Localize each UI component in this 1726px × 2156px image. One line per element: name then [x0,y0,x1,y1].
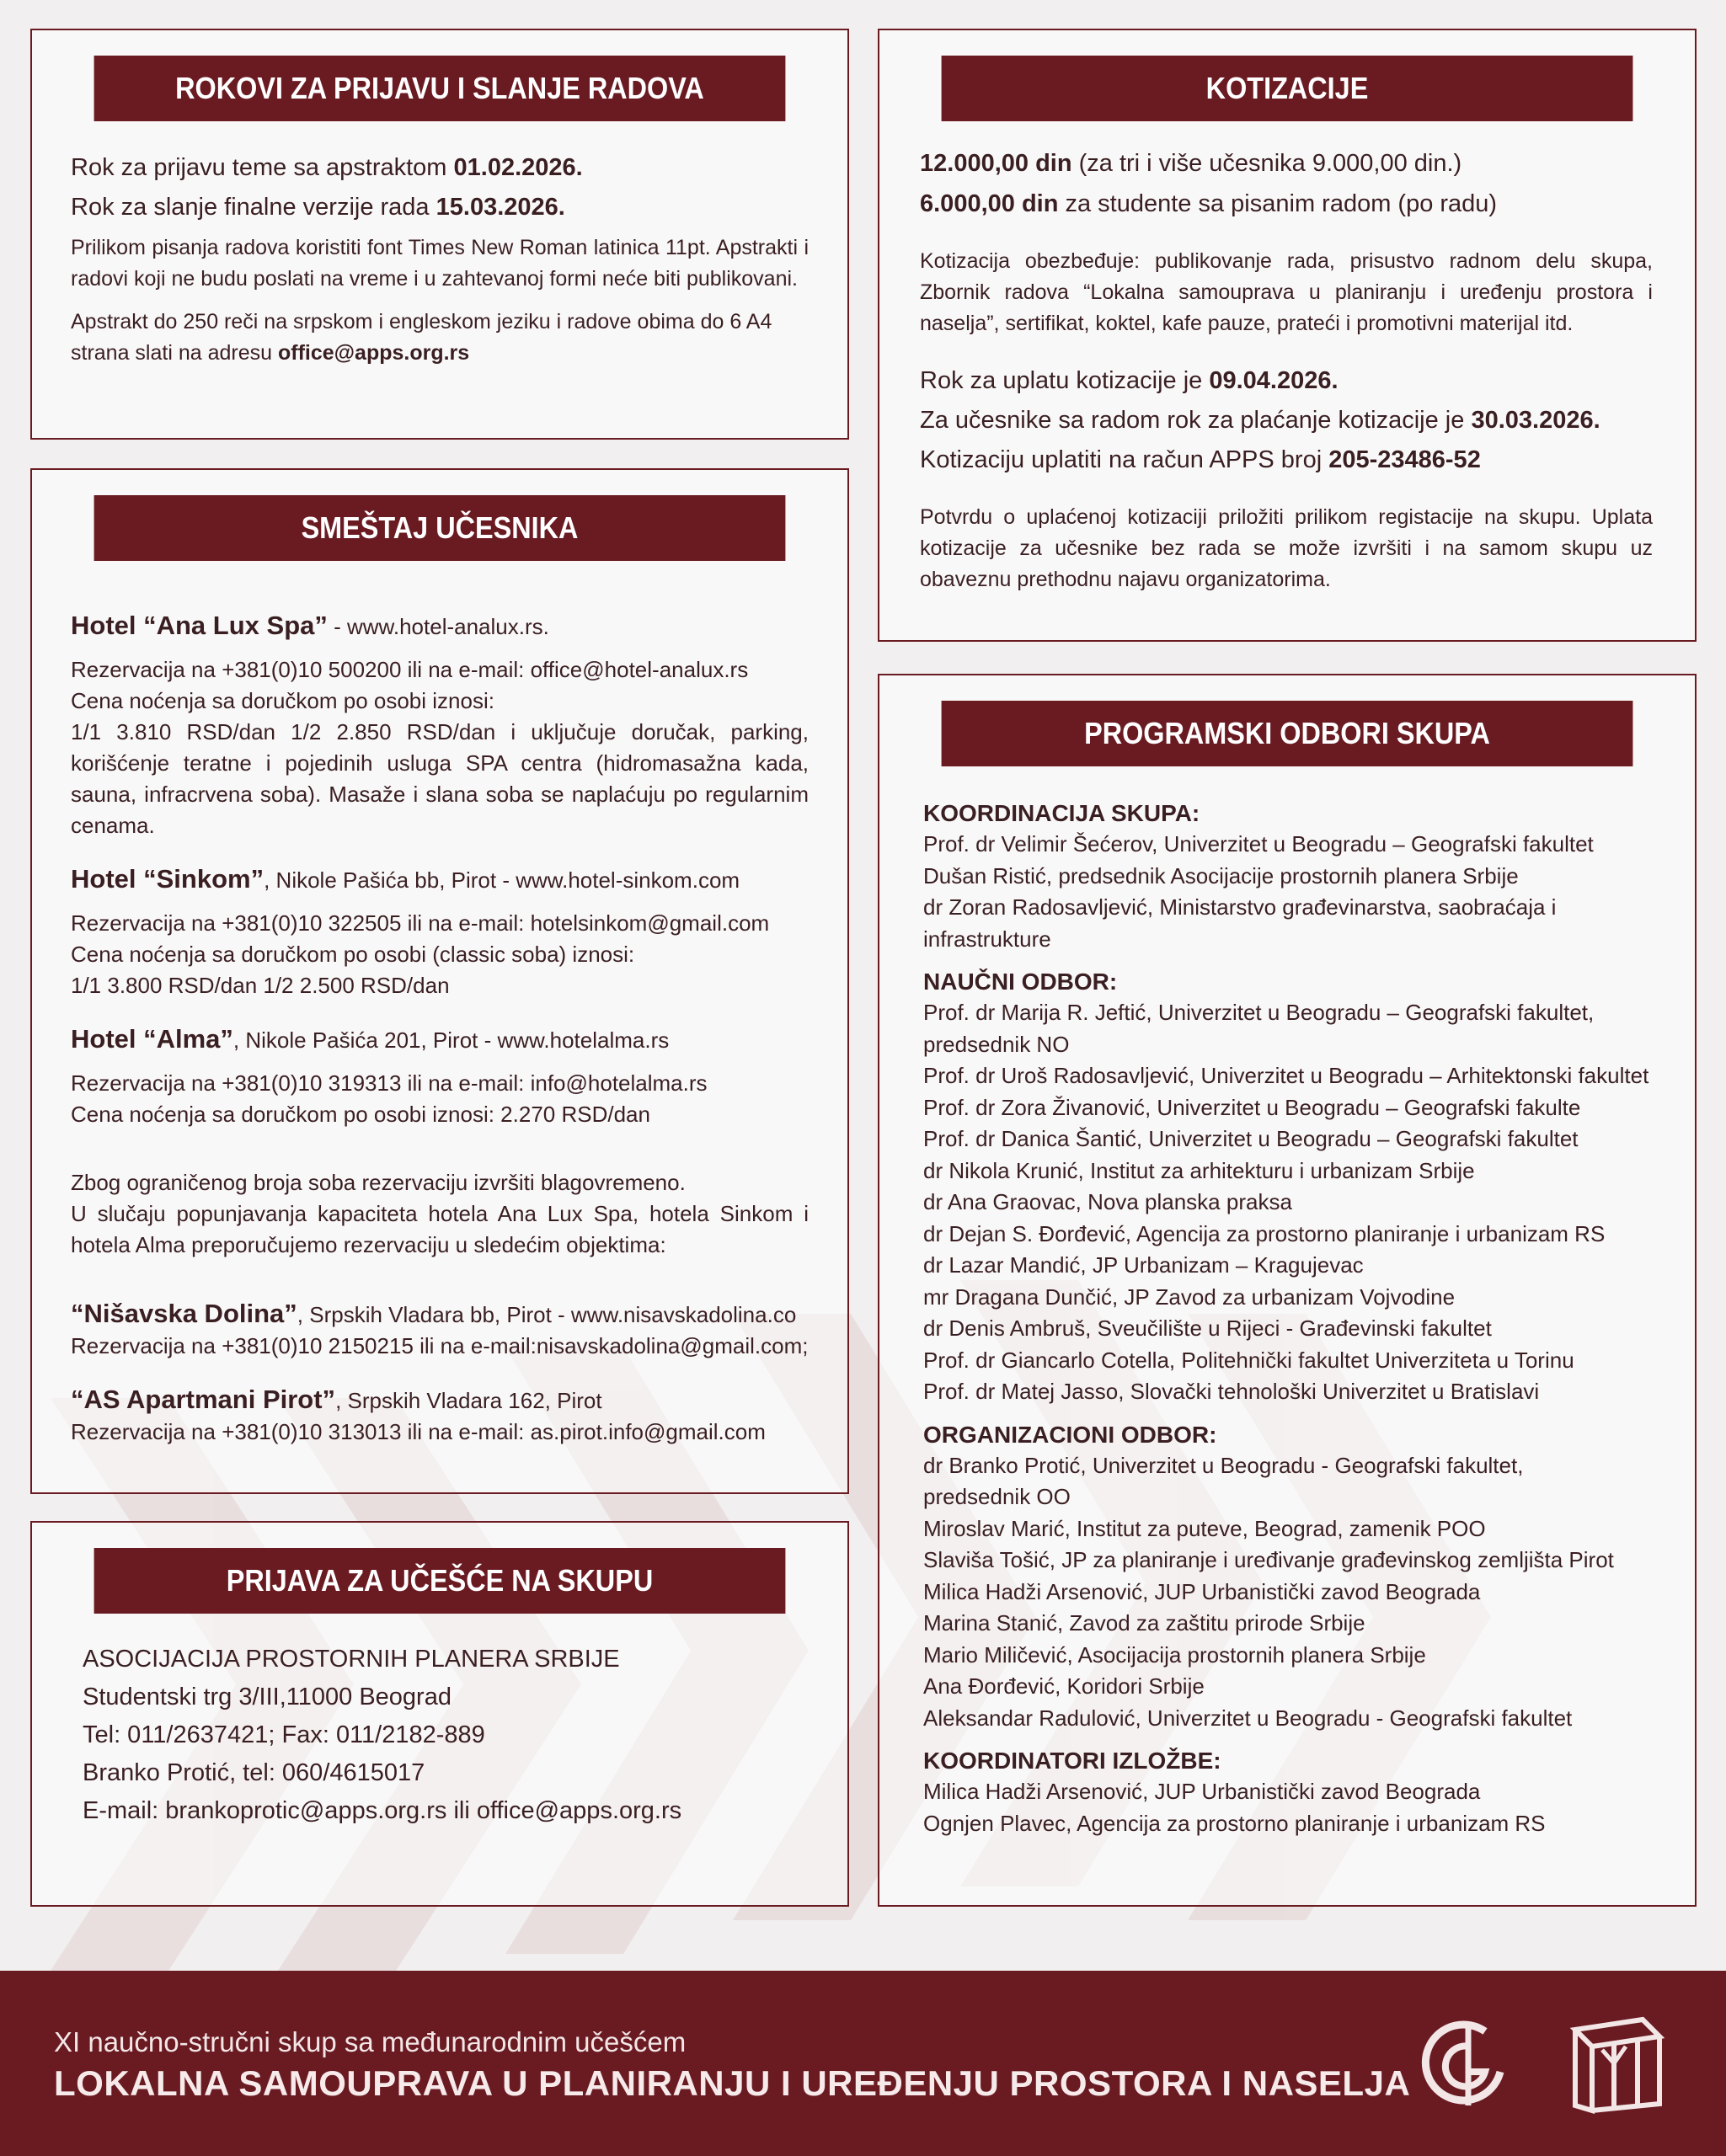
formatting-note: Prilikom pisanja radova koristiti font Times New Roman latinica 11pt. Apstrakti i radovi koji ne budu poslati na vreme i u zahtevanoj formi neće biti publikovani. [71,236,809,291]
hotel-sinkom-address: , Nikole Pašića bb, Pirot - www.hotel-sinkom.com [264,867,740,893]
nisavska-dolina [71,1298,809,1331]
fee-regular [920,143,1653,184]
committee-member: Prof. dr Matej Jasso, Slovački tehnološki Univerzitet u Bratislavi [923,1379,1540,1404]
alternative-booking-note: U slučaju popunjavanja kapaciteta hotela Ana Lux Spa, hotela Sinkom i hotela Alma preporučujemo rezervaciju u sledećim objektima: [71,1201,809,1257]
hotel-ana-lux-price: 1/1 3.810 RSD/dan 1/2 2.850 RSD/dan i uključuje doručak, parking, korišćenje teratne i pojedinih usluga SPA centra (hidromasažna kada, sauna, infracrvena soba). Masaže i slana soba se naplaćuju po regularnim cenama. [71,719,809,838]
committee-member: mr Dragana Dunčić, JP Zavod za urbanizam Vojvodine [923,1283,1456,1310]
committee-member: dr Branko Protić, Univerzitet u Beogradu - Geografski fakultet, [923,1452,1524,1478]
exhibition-coordinators-heading: KOORDINATORI IZLOŽBE: [923,1748,1221,1774]
hotel-alma [71,1023,809,1056]
deadlines-panel [30,29,849,440]
author-payment-deadline-label: Za učesnike sa radom rok za plaćanje kotizacije je [920,407,1472,434]
committee-member: dr Zoran Radosavljević, Ministarstvo građevinarstva, saobraćaja i [923,894,1557,920]
committee-member: Prof. dr Giancarlo Cotella, Politehnički fakultet Univerziteta u Torinu [923,1347,1574,1373]
apps-logo-icon [1558,2013,1666,2114]
registration-email[interactable]: E-mail: brankoprotic@apps.org.rs ili office@apps.org.rs [83,1797,682,1824]
committee-member: Aleksandar Radulović, Univerzitet u Beogradu - Geografski fakultet [923,1705,1573,1731]
committees-content [923,798,1670,1839]
hotel-sinkom [71,863,809,896]
footer-title: LOKALNA SAMOUPRAVA U PLANIRANJU I UREĐENJU PROSTORA I NASELJA [54,2063,1411,2103]
committee-member: predsednik NO [923,1031,1070,1057]
hotel-alma-reservation: Rezervacija na +381(0)10 319313 ili na e-mail: info@hotelalma.rs [71,1070,708,1096]
committee-member: Milica Hadži Arsenović, JUP Urbanistički zavod Beograda [923,1578,1481,1604]
abstract-submission-note [71,307,809,369]
final-deadline [71,188,809,227]
payment-confirmation-note: Potvrdu o uplaćenoj kotizaciji priložiti prilikom registacije na skupu. Uplata kotizacije za učesnike bez rada se može izvršiti i na samom skupu uz obaveznu prethodnu najavu organizatorima. [920,505,1653,591]
author-payment-deadline [920,401,1653,440]
committee-member: Slaviša Tošić, JP za planiranje i uređivanje građevinskog zemljišta Pirot [923,1547,1614,1572]
fee-student [920,184,1653,224]
registration-address: Studentski trg 3/III,11000 Beograd [83,1684,452,1710]
committee-member: dr Denis Ambruš, Sveučilište u Rijeci - Građevinski fakultet [923,1315,1492,1341]
committee-member: predsednik OO [923,1484,1071,1509]
scientific-committee-heading: NAUČNI ODBOR: [923,969,1118,995]
as-apartmani-reservation: Rezervacija na +381(0)10 313013 ili na e-mail: as.pirot.info@gmail.com [71,1419,766,1444]
hotel-ana-lux-address: - www.hotel-analux.rs. [327,614,549,639]
committee-member: Dušan Ristić, predsednik Asocijacije prostornih planera Srbije [923,862,1519,889]
abstract-deadline [71,148,809,188]
hotel-alma-price: Cena noćenja sa doručkom po osobi iznosi: 2.270 RSD/dan [71,1102,650,1127]
as-apartmani [71,1384,809,1417]
committee-member: Prof. dr Danica Šantić, Univerzitet u Beogradu – Geografski fakultet [923,1126,1579,1151]
committee-member: infrastrukture [923,926,1051,952]
committee-member: Prof. dr Marija R. Jeftić, Univerzitet u Beogradu – Geografski fakultet, [923,1000,1595,1025]
footer-banner [0,1971,1726,2156]
fee-regular-amount: 12.000,00 din [920,150,1072,177]
fee-student-amount: 6.000,00 din [920,190,1059,217]
abstract-deadline-label: Rok za prijavu teme sa apstraktom [71,154,454,181]
committees-panel [878,674,1697,1907]
nisavska-dolina-address: , Srpskih Vladara bb, Pirot - www.nisavskadolina.co [297,1302,797,1327]
payment-deadline-date: 09.04.2026. [1209,367,1339,394]
organizing-committee-heading: ORGANIZACIONI ODBOR: [923,1421,1217,1448]
booking-note: Zbog ograničenog broja soba rezervaciju izvršiti blagovremeno. [71,1170,686,1195]
committee-member: Milica Hadži Arsenović, JUP Urbanistički zavod Beograda [923,1779,1481,1804]
fee-student-note: za studente sa pisanim radom (po radu) [1058,190,1498,217]
committee-member: Ana Đorđević, Koridori Srbije [923,1673,1205,1699]
submission-email[interactable]: office@apps.org.rs [277,341,470,365]
committee-member: Prof. dr Uroš Radosavljević, Univerzitet u Beogradu – Arhitektonski fakultet [923,1063,1649,1088]
committees-heading: PROGRAMSKI ODBORI SKUPA [942,701,1633,766]
accommodation-panel [30,468,849,1494]
bank-account-number: 205-23486-52 [1328,446,1481,473]
author-payment-deadline-date: 30.03.2026. [1471,407,1600,434]
committee-member: dr Dejan S. Đorđević, Agencija za prostorno planiranje i urbanizam RS [923,1220,1606,1246]
committee-member: Prof. dr Velimir Šećerov, Univerzitet u Beogradu – Geografski fakultet [923,831,1594,857]
committee-member: dr Ana Graovac, Nova planska praksa [923,1189,1292,1214]
bank-account [920,440,1653,480]
payment-deadline-label: Rok za uplatu kotizacije je [920,367,1210,394]
final-deadline-label: Rok za slanje finalne verzije rada [71,194,436,221]
registration-phone: Tel: 011/2637421; Fax: 011/2182-889 [83,1721,485,1748]
final-deadline-date: 15.03.2026. [436,194,565,221]
footer-subtitle: XI naučno-stručni skup sa međunarodnim učešćem [54,2026,687,2057]
hotel-ana-lux-name: Hotel “Ana Lux Spa” [71,611,328,640]
abstract-submission-text: Apstrakt do 250 reči na srpskom i engleskom jeziku i radove obima do 6 A4 strana slati na adresu [71,310,772,365]
accommodation-content [71,610,809,1448]
fee-includes: Kotizacija obezbeđuje: publikovanje rada, prisustvo radnom delu skupa, Zbornik radova “Lokalna samouprava u planiranju i uređenju prostora i naselja”, sertifikat, koktel, kafe pauze, prateći i promotivni materijal itd. [920,249,1653,335]
registration-panel [30,1521,849,1907]
nisavska-dolina-reservation: Rezervacija na +381(0)10 2150215 ili na e-mail:nisavskadolina@gmail.com; [71,1333,809,1358]
hotel-sinkom-price: 1/1 3.800 RSD/dan 1/2 2.500 RSD/dan [71,973,450,998]
registration-heading: PRIJAVA ZA UČEŠĆE NA SKUPU [94,1548,786,1614]
hotel-ana-lux-reservation: Rezervacija na +381(0)10 500200 ili na e-mail: office@hotel-analux.rs [71,657,749,682]
accommodation-heading: SMEŠTAJ UČESNIKA [94,495,786,561]
hotel-alma-address: , Nikole Pašića 201, Pirot - www.hotelalma.rs [232,1027,670,1053]
deadlines-heading: ROKOVI ZA PRIJAVU I SLANJE RADOVA [94,56,786,121]
as-apartmani-address: , Srpskih Vladara 162, Pirot [335,1388,602,1413]
fees-content [920,143,1653,595]
nisavska-dolina-name: “Nišavska Dolina” [71,1299,297,1328]
committee-member: dr Nikola Krunić, Institut za arhitekturu i urbanizam Srbije [923,1157,1475,1183]
payment-deadline [920,361,1653,401]
committee-member: Miroslav Marić, Institut za puteve, Beograd, zamenik POO [923,1515,1486,1541]
gp-logo-icon [1419,2013,1512,2114]
coordination-heading: KOORDINACIJA SKUPA: [923,800,1200,826]
fees-panel [878,29,1697,642]
fees-heading: KOTIZACIJE [942,56,1633,121]
committee-member: Prof. dr Zora Živanović, Univerzitet u Beogradu – Geografski fakulte [923,1094,1581,1120]
hotel-alma-name: Hotel “Alma” [71,1024,233,1054]
fee-regular-note: (za tri i više učesnika 9.000,00 din.) [1071,150,1462,177]
hotel-ana-lux [71,610,809,643]
hotel-sinkom-price-label: Cena noćenja sa doručkom po osobi (classic soba) iznosi: [71,942,635,967]
committee-member: Marina Stanić, Zavod za zaštitu prirode Srbije [923,1610,1365,1636]
deadlines-content [71,148,809,369]
registration-content [83,1641,809,1830]
registration-contact: Branko Protić, tel: 060/4615017 [83,1759,425,1786]
hotel-sinkom-name: Hotel “Sinkom” [71,864,265,894]
abstract-deadline-date: 01.02.2026. [453,154,583,181]
committee-member: Mario Miličević, Asocijacija prostornih planera Srbije [923,1641,1426,1668]
committee-member: Ognjen Plavec, Agencija za prostorno planiranje i urbanizam RS [923,1810,1546,1836]
hotel-sinkom-reservation: Rezervacija na +381(0)10 322505 ili na e-mail: hotelsinkom@gmail.com [71,910,770,936]
as-apartmani-name: “AS Apartmani Pirot” [71,1385,336,1414]
bank-account-label: Kotizaciju uplatiti na račun APPS broj [920,446,1329,473]
hotel-ana-lux-price-label: Cena noćenja sa doručkom po osobi iznosi: [71,688,494,713]
committee-member: dr Lazar Mandić, JP Urbanizam – Kragujevac [923,1252,1364,1278]
registration-org: ASOCIJACIJA PROSTORNIH PLANERA SRBIJE [83,1646,620,1673]
